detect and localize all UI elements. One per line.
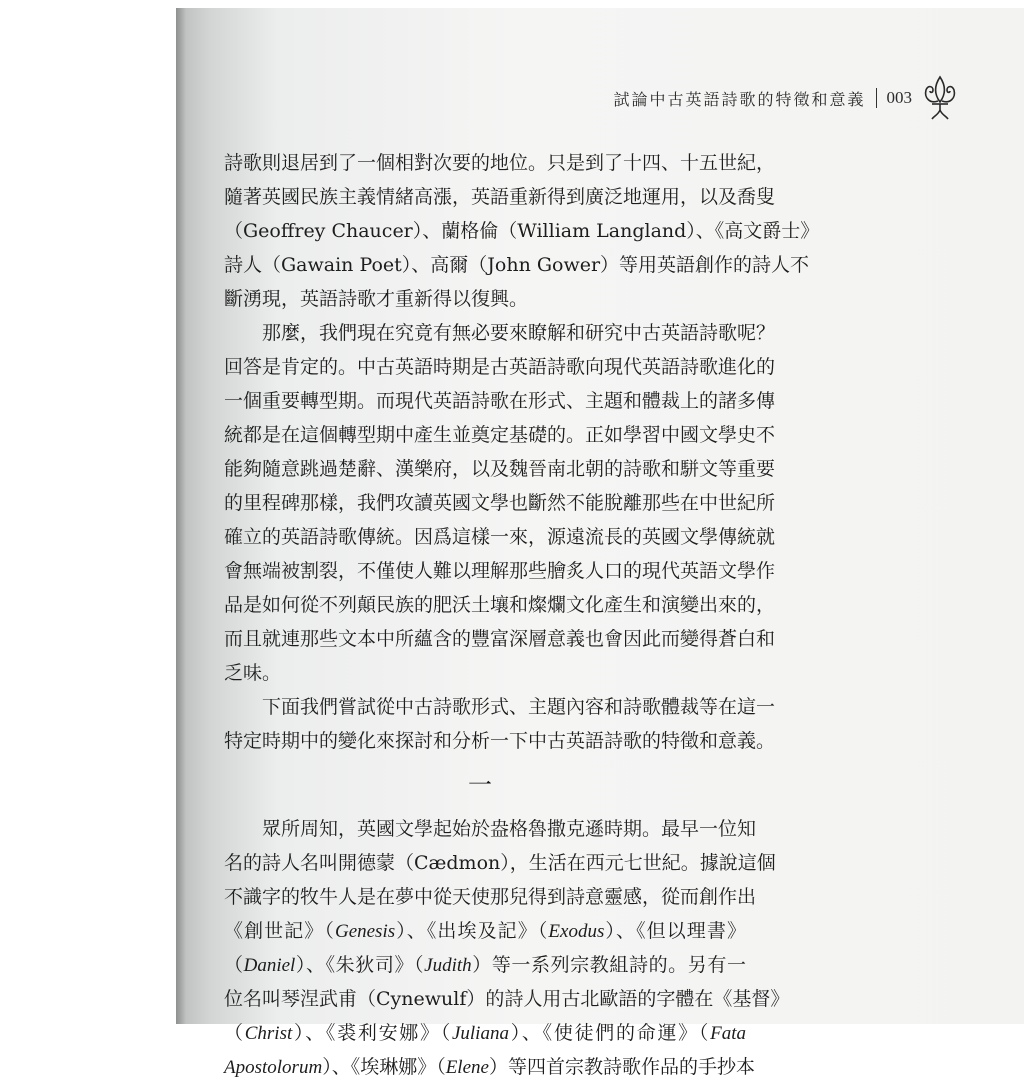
text-line: 而且就連那些文本中所蘊含的豐富深層意義也會因此而變得蒼白和 xyxy=(224,628,776,650)
text-line: 統都是在這個轉型期中產生並奠定基礎的。正如學習中國文學史不 xyxy=(224,424,776,446)
text-line: （Christ）、《裘利安娜》（Juliana）、《使徒們的命運》（Fata xyxy=(224,1022,746,1044)
page-number: 003 xyxy=(886,88,912,107)
page-body xyxy=(224,146,820,1084)
paragraph-3 xyxy=(224,690,776,758)
running-title: 試論中古英語詩歌的特徵和意義 xyxy=(613,89,866,109)
text-line: 回答是肯定的。中古英語時期是古英語詩歌向現代英語詩歌進化的 xyxy=(224,356,776,378)
text-line: 詩人（Gawain Poet）、高爾（John Gower）等用英語創作的詩人不 xyxy=(224,254,810,276)
text-line: 的里程碑那樣，我們攻讀英國文學也斷然不能脫離那些在中世紀所 xyxy=(224,492,776,514)
text-line: 不識字的牧牛人是在夢中從天使那兒得到詩意靈感，從而創作出 xyxy=(224,886,757,908)
book-page xyxy=(176,8,1024,1078)
text-line: 確立的英語詩歌傳統。因爲這樣一來，源遠流長的英國文學傳統就 xyxy=(224,526,776,548)
text-line: 詩歌則退居到了一個相對次要的地位。只是到了十四、十五世紀， xyxy=(224,152,776,174)
text-line: 能夠隨意跳過楚辭、漢樂府，以及魏晉南北朝的詩歌和駢文等重要 xyxy=(224,458,776,480)
text-line: 《創世記》（Genesis）、《出埃及記》（Exodus）、《但以理書》 xyxy=(224,920,746,942)
text-line: （Geoffrey Chaucer）、蘭格倫（William Langland）、《高文爵士》 xyxy=(224,220,820,242)
section-heading xyxy=(224,758,746,812)
text-line: （Daniel）、《朱狄司》（Judith）等一系列宗教組詩的。另有一 xyxy=(224,954,746,976)
text-line: 乏味。 xyxy=(224,662,282,684)
text-line: 會無端被割裂，不僅使人難以理解那些膾炙人口的現代英語文學作 xyxy=(224,560,776,582)
text-line: 下面我們嘗試從中古詩歌形式、主題內容和詩歌體裁等在這一 xyxy=(224,696,776,718)
text-line: 那麼，我們現在究竟有無必要來瞭解和研究中古英語詩歌呢？ xyxy=(224,322,776,344)
section-number: 一 xyxy=(468,771,492,799)
text-line: 位名叫琴涅武甫（Cynewulf）的詩人用古北歐語的字體在《基督》 xyxy=(224,988,790,1010)
text-line: 名的詩人名叫開德蒙（Cædmon），生活在西元七世紀。據說這個 xyxy=(224,852,776,874)
text-line: 品是如何從不列顛民族的肥沃土壤和燦爛文化產生和演變出來的， xyxy=(224,594,776,616)
text-line: 一個重要轉型期。而現代英語詩歌在形式、主題和體裁上的諸多傳 xyxy=(224,390,776,412)
text-line: Apostolorum）、《埃琳娜》（Elene）等四首宗教詩歌作品的手抄本 xyxy=(224,1056,755,1078)
paragraph-1 xyxy=(224,146,820,316)
fleur-de-lis-icon xyxy=(920,74,960,122)
text-line: 特定時期中的變化來探討和分析一下中古英語詩歌的特徵和意義。 xyxy=(224,730,776,752)
text-line: 斷湧現，英語詩歌才重新得以復興。 xyxy=(224,288,529,310)
running-header xyxy=(613,74,960,122)
paragraph-4 xyxy=(224,812,790,1084)
text-line: 隨著英國民族主義情緒高漲，英語重新得到廣泛地運用，以及喬叟 xyxy=(224,186,776,208)
paragraph-2 xyxy=(224,316,776,690)
header-divider xyxy=(876,88,877,108)
text-line: 眾所周知，英國文學起始於盎格魯撒克遜時期。最早一位知 xyxy=(224,818,757,840)
